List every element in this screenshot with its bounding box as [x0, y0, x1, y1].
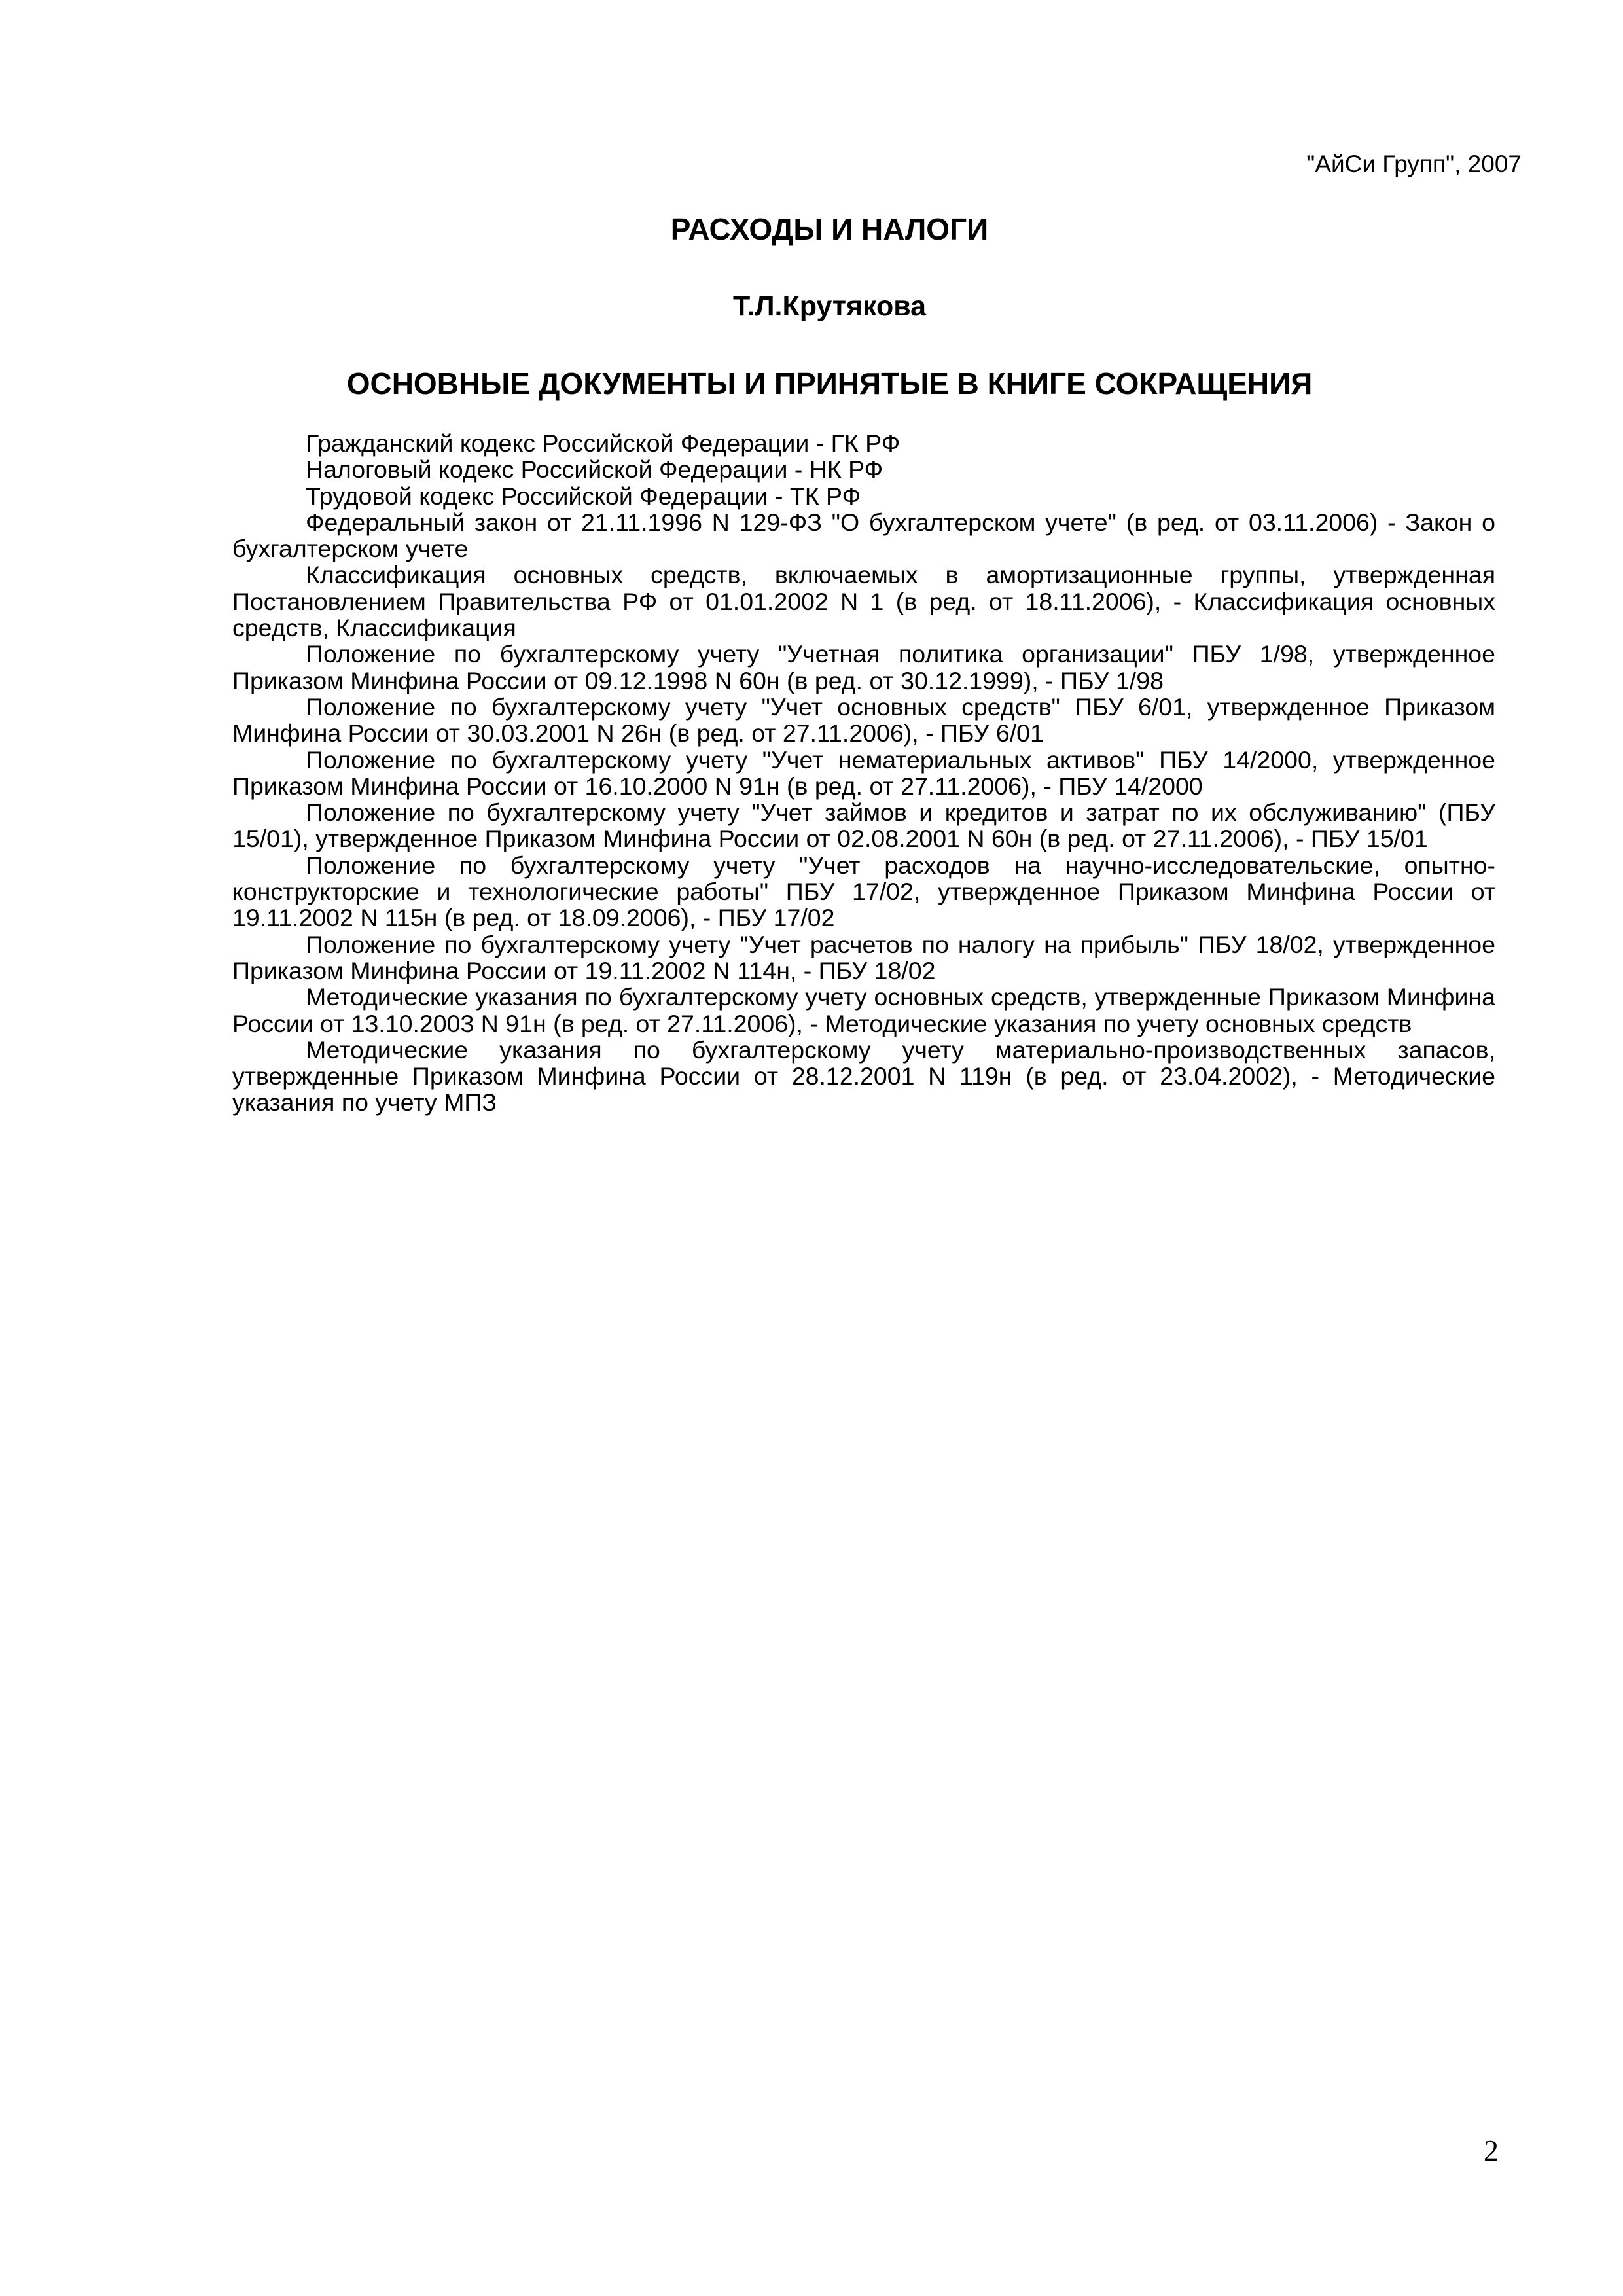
book-title: РАСХОДЫ И НАЛОГИ: [670, 212, 989, 246]
list-item: Классификация основных средств, включаемых в амортизационные группы, утвержденная Постановлением Правительства РФ от 01.01.2002 N 1 (в ред. от 18.11.2006), - Классификация основных средств, Классификация: [232, 561, 1495, 642]
list-item: Налоговый кодекс Российской Федерации - НК РФ: [306, 456, 883, 484]
list-item: Трудовой кодекс Российской Федерации - ТК РФ: [306, 482, 861, 510]
list-item: Положение по бухгалтерскому учету "Учет расходов на научно-исследовательские, опытно-конструкторские и технологические работы" ПБУ 17/02, утвержденное Приказом Минфина России от 19.11.2002 N 115н (в ред. от 18.09.2006), - ПБУ 17/02: [232, 851, 1495, 932]
list-item: Федеральный закон от 21.11.1996 N 129-ФЗ "О бухгалтерском учете" (в ред. от 03.11.2006) - Закон о бухгалтерском учете: [232, 508, 1495, 563]
list-item: Положение по бухгалтерскому учету "Учет основных средств" ПБУ 6/01, утвержденное Приказом Минфина России от 30.03.2001 N 26н (в ред. от 27.11.2006), - ПБУ 6/01: [232, 692, 1495, 747]
section-heading: ОСНОВНЫЕ ДОКУМЕНТЫ И ПРИНЯТЫЕ В КНИГЕ СОКРАЩЕНИЯ: [346, 367, 1313, 401]
list-item: Положение по бухгалтерскому учету "Учетная политика организации" ПБУ 1/98, утвержденное Приказом Минфина России от 09.12.1998 N 60н (в ред. от 30.12.1999), - ПБУ 1/98: [232, 640, 1495, 694]
list-item: Положение по бухгалтерскому учету "Учет займов и кредитов и затрат по их обслуживанию" (ПБУ 15/01), утвержденное Приказом Минфина России от 02.08.2001 N 60н (в ред. от 27.11.2006), - ПБУ 15/01: [232, 798, 1495, 853]
documents-list: [232, 430, 1495, 1116]
list-item: Гражданский кодекс Российской Федерации - ГК РФ: [306, 429, 901, 457]
publisher-line: "АйСи Групп", 2007: [1306, 151, 1522, 177]
list-item: Положение по бухгалтерскому учету "Учет нематериальных активов" ПБУ 14/2000, утвержденное Приказом Минфина России от 16.10.2000 N 91н (в ред. от 27.11.2006), - ПБУ 14/2000: [232, 745, 1495, 800]
author-name: Т.Л.Крутякова: [732, 291, 927, 322]
page-number: 2: [1484, 2134, 1499, 2167]
list-item: Методические указания по бухгалтерскому учету материально-производственных запасов, утвержденные Приказом Минфина России от 28.12.2001 N 119н (в ред. от 23.04.2002), - Методические указания по учету МПЗ: [232, 1035, 1495, 1117]
list-item: Положение по бухгалтерскому учету "Учет расчетов по налогу на прибыль" ПБУ 18/02, утвержденное Приказом Минфина России от 19.11.2002 N 114н, - ПБУ 18/02: [232, 930, 1495, 984]
list-item: Методические указания по бухгалтерскому учету основных средств, утвержденные Приказом Минфина России от 13.10.2003 N 91н (в ред. от 27.11.2006), - Методические указания по учету основных средств: [232, 983, 1495, 1037]
